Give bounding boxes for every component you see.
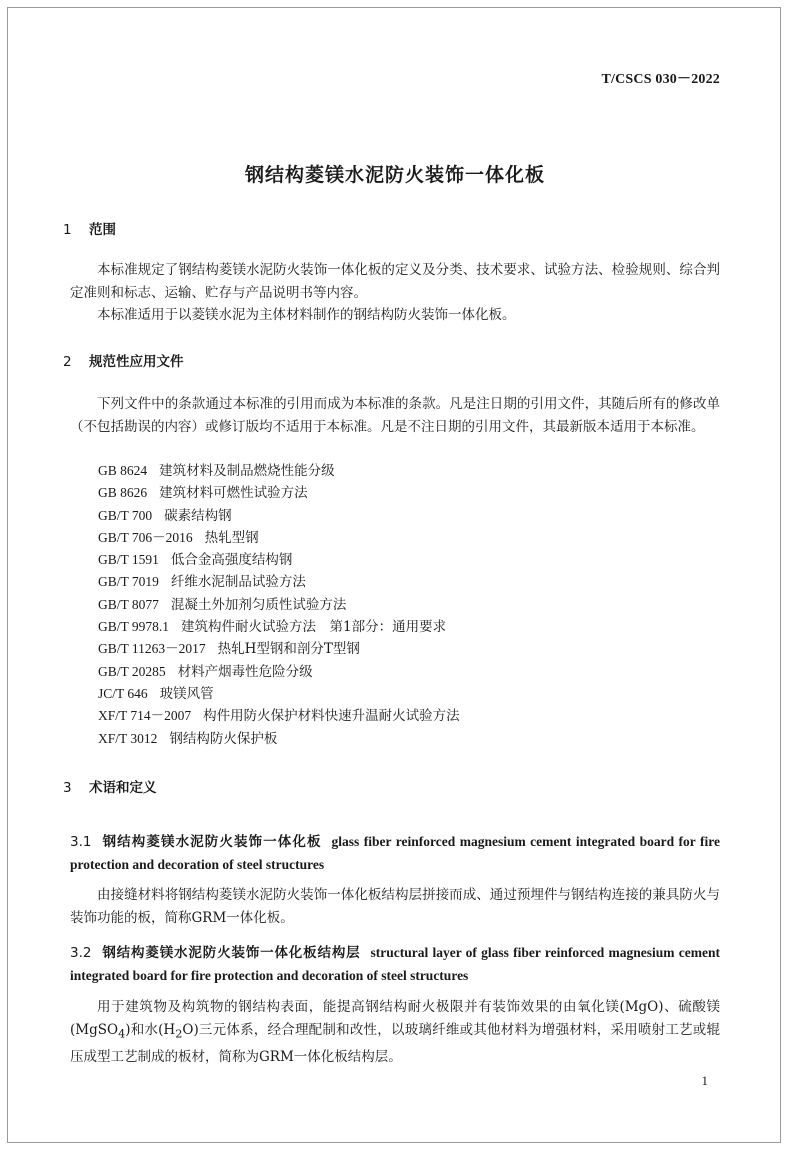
section-1-heading [63, 218, 116, 238]
term-3-1-chinese: 钢结构菱镁水泥防火装饰一体化板 [101, 834, 322, 850]
document-title: 钢结构菱镁水泥防火装饰一体化板 [244, 164, 545, 186]
reference-code: XF/T 714－2007 [98, 708, 192, 724]
term-3-2-def-part-a: 用于建筑物及构筑物的钢结构表面，能提高钢结构耐火极限并有装饰效果的由氧化镁(MgO)、硫酸镁(MgSO [70, 999, 720, 1038]
reference-name: 建筑材料可燃性试验方法 [159, 485, 308, 502]
term-3-1-number: 3.1 [70, 834, 92, 850]
section-1-title: 范围 [89, 222, 116, 238]
section-3-title: 术语和定义 [89, 780, 157, 796]
term-3-2-def-part-c: O)三元体系，经合理配制和改性，以玻璃纤维或其他材料为增强材料，采用喷射工艺或辊压成型工艺制成的板材，简称为GRM一体化板结构层。 [70, 1021, 720, 1065]
term-3-2-def-part-b: )和水(H [125, 1021, 176, 1038]
reference-code: JC/T 646 [98, 685, 148, 701]
section-1-number: 1 [63, 222, 72, 238]
reference-list [98, 460, 460, 750]
section-2-heading [63, 350, 184, 370]
reference-item [98, 705, 460, 727]
reference-code: GB/T 11263－2017 [98, 641, 206, 657]
reference-item [98, 616, 460, 638]
reference-code: GB 8626 [98, 485, 148, 501]
term-3-2-english: structural layer of glass fiber reinforced magnesium cement integrated board for fire protection and decoration of steel structures [70, 945, 720, 983]
reference-name: 材料产烟毒性危险分级 [177, 663, 313, 680]
reference-item [98, 460, 460, 482]
section-2-intro: 下列文件中的条款通过本标准的引用而成为本标准的条款。凡是注日期的引用文件，其随后所有的修改单（不包括勘误的内容）或修订版均不适用于本标准。凡是不注日期的引用文件，其最新版本适用于本标准。 [70, 396, 720, 435]
reference-code: GB/T 20285 [98, 663, 166, 679]
reference-item [98, 661, 460, 683]
reference-name: 碳素结构钢 [164, 507, 232, 524]
page-number: 1 [701, 1073, 708, 1088]
section-1-paragraph-2: 本标准适用于以菱镁水泥为主体材料制作的钢结构防火装饰一体化板。 [97, 307, 516, 323]
term-3-2-definition [70, 996, 720, 1068]
reference-code: GB/T 9978.1 [98, 619, 170, 635]
reference-name: 玻镁风管 [159, 685, 214, 702]
term-3-2 [70, 942, 720, 987]
reference-code: GB 8624 [98, 463, 148, 478]
reference-item [98, 638, 460, 660]
term-3-2-chinese: 钢结构菱镁水泥防火装饰一体化板结构层 [101, 945, 361, 961]
standard-number: T/CSCS 030－2022 [601, 72, 720, 87]
reference-item [98, 683, 460, 705]
reference-item [98, 527, 460, 549]
term-3-1-english: glass fiber reinforced magnesium cement integrated board for fire protection and decoration of steel structures [70, 834, 721, 872]
term-3-2-def-sub-2: 2 [175, 1027, 183, 1041]
term-3-2-def-sub-4: 4 [118, 1027, 126, 1041]
reference-code: GB/T 7019 [98, 574, 159, 590]
reference-code: XF/T 3012 [98, 730, 158, 746]
reference-code: GB/T 8077 [98, 596, 159, 612]
reference-name: 建筑构件耐火试验方法 第1部分：通用要求 [181, 619, 447, 636]
reference-name: 钢结构防火保护板 [169, 730, 278, 747]
term-3-1-definition: 由接缝材料将钢结构菱镁水泥防火装饰一体化板结构层拼接而成、通过预埋件与钢结构连接的兼具防火与装饰功能的板，简称GRM一体化板。 [70, 887, 720, 926]
section-3-number: 3 [63, 780, 72, 796]
reference-name: 热轧型钢 [204, 529, 259, 546]
reference-name: 纤维水泥制品试验方法 [170, 574, 306, 591]
reference-name: 热轧H型钢和剖分T型钢 [217, 641, 360, 658]
section-2-title: 规范性应用文件 [89, 354, 184, 370]
reference-item [98, 505, 460, 527]
reference-item [98, 549, 460, 571]
reference-name: 建筑材料及制品燃烧性能分级 [159, 463, 335, 479]
section-3-heading [63, 776, 157, 796]
reference-item [98, 482, 460, 504]
reference-name: 混凝土外加剂匀质性试验方法 [170, 596, 347, 613]
reference-code: GB/T 700 [98, 507, 153, 523]
reference-item [98, 594, 460, 616]
reference-item [98, 728, 460, 750]
reference-name: 低合金高强度结构钢 [170, 552, 293, 569]
reference-name: 构件用防火保护材料快速升温耐火试验方法 [203, 708, 460, 725]
term-3-2-number: 3.2 [70, 945, 92, 961]
reference-item [98, 571, 460, 593]
section-2-number: 2 [63, 354, 72, 370]
reference-code: GB/T 1591 [98, 552, 159, 568]
section-1-paragraph-1: 本标准规定了钢结构菱镁水泥防火装饰一体化板的定义及分类、技术要求、试验方法、检验规则、综合判定准则和标志、运输、贮存与产品说明书等内容。 [70, 262, 720, 301]
term-3-1 [70, 831, 720, 876]
reference-code: GB/T 706－2016 [98, 529, 193, 545]
